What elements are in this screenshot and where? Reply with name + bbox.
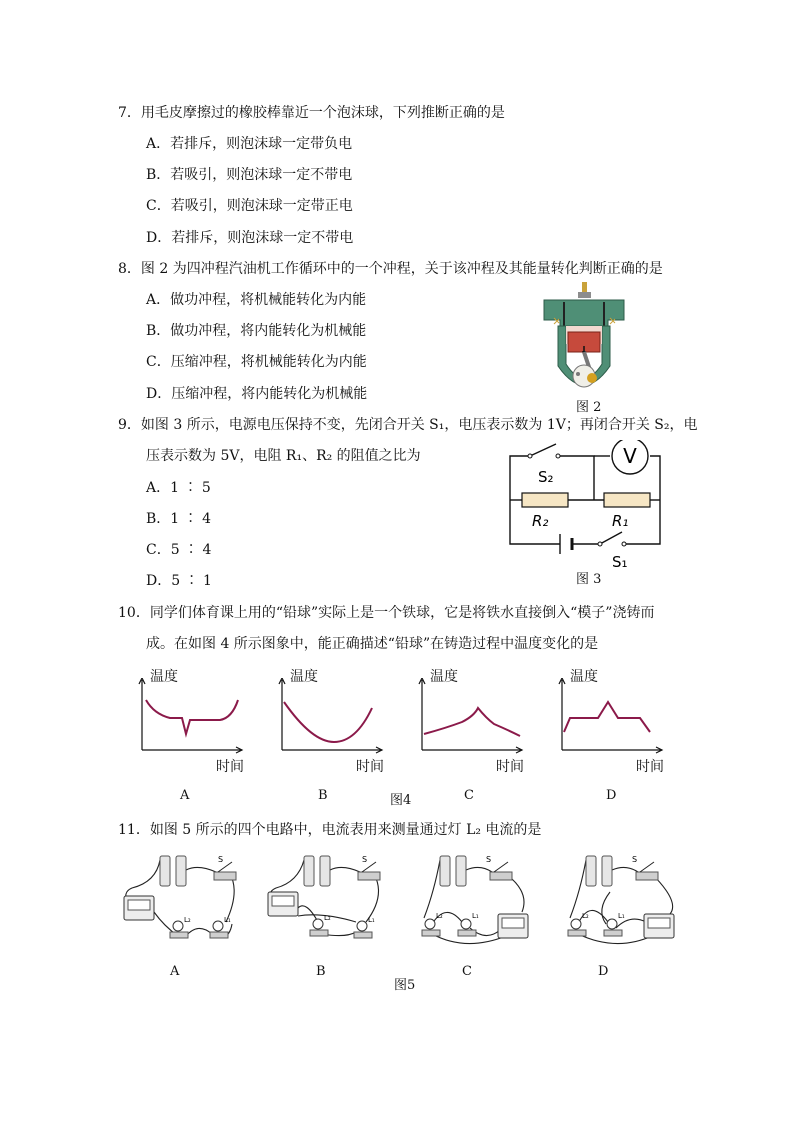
circuit-b bbox=[262, 852, 392, 956]
graph-b-option: B bbox=[318, 788, 328, 803]
graph-a-option: A bbox=[180, 788, 190, 803]
graph-c-option: C bbox=[464, 788, 474, 803]
graph-a-y-label: 温度 bbox=[150, 669, 178, 685]
circuit-d-s-label: S bbox=[632, 855, 638, 864]
q8-option-a: A．做功冲程，将机械能转化为内能 bbox=[146, 292, 367, 308]
fig2-caption: 图 2 bbox=[576, 400, 602, 415]
circuit-figure-3 bbox=[500, 440, 670, 570]
crankshaft bbox=[587, 373, 597, 383]
voltmeter-label: V bbox=[623, 444, 637, 468]
switch-s1 bbox=[600, 532, 622, 544]
graph-d bbox=[556, 678, 666, 756]
q10-stem-line1: 10．同学们体育课上用的“铅球”实际上是一个铁球，它是将铁水直接倒入“模子”浇铸而 bbox=[118, 605, 655, 621]
circuit-c bbox=[410, 852, 540, 956]
engine-figure bbox=[538, 280, 630, 398]
graph-c bbox=[416, 678, 526, 756]
q8-option-d: D．压缩冲程，将内能转化为机械能 bbox=[146, 386, 368, 402]
label-r1: R₁ bbox=[612, 512, 629, 530]
q10-stem-line2: 成。在如图 4 所示图象中，能正确描述“铅球”在铸造过程中温度变化的是 bbox=[146, 636, 599, 652]
svg-text:L₁: L₁ bbox=[472, 912, 479, 920]
graph-b-curve bbox=[284, 702, 372, 742]
q9-option-b: B．1 ∶ 4 bbox=[146, 511, 212, 527]
q9-option-d: D．5 ∶ 1 bbox=[146, 573, 212, 589]
circuit-a-s-label: S bbox=[218, 855, 224, 864]
svg-text:L₂: L₂ bbox=[436, 912, 443, 920]
circuit-a bbox=[118, 852, 248, 956]
circuit-b-s-label: S bbox=[362, 855, 368, 864]
svg-text:L₂: L₂ bbox=[582, 912, 589, 920]
graph-b-x-label: 时间 bbox=[356, 759, 384, 775]
graph-c-y-label: 温度 bbox=[430, 669, 458, 685]
svg-text:L₁: L₁ bbox=[368, 916, 375, 924]
circuit-b-option: B bbox=[316, 964, 326, 979]
resistor-r1 bbox=[604, 493, 650, 507]
graph-d-option: D bbox=[606, 788, 617, 803]
q8-stem: 8．图 2 为四冲程汽油机工作循环中的一个冲程，关于该冲程及其能量转化判断正确的是 bbox=[118, 261, 663, 277]
circuit-d-option: D bbox=[598, 964, 609, 979]
circuit-c-s-label: S bbox=[486, 855, 492, 864]
graph-c-x-label: 时间 bbox=[496, 759, 524, 775]
q7-option-b: B．若吸引，则泡沫球一定不带电 bbox=[146, 167, 353, 183]
graph-d-x-label: 时间 bbox=[636, 759, 664, 775]
label-s1: S₁ bbox=[612, 553, 628, 570]
circuit-d bbox=[556, 852, 686, 956]
svg-text:L₂: L₂ bbox=[184, 916, 191, 924]
graph-d-curve bbox=[564, 702, 650, 732]
graph-a-curve bbox=[146, 700, 238, 734]
resistor-r2 bbox=[522, 493, 568, 507]
fig4-caption: 图4 bbox=[390, 793, 412, 808]
q11-stem: 11．如图 5 所示的四个电路中，电流表用来测量通过灯 L₂ 电流的是 bbox=[118, 822, 542, 838]
q9-option-a: A．1 ∶ 5 bbox=[146, 480, 211, 496]
graph-d-y-label: 温度 bbox=[570, 669, 598, 685]
graph-a-x-label: 时间 bbox=[216, 759, 244, 775]
q9-stem-line2: 压表示数为 5V，电阻 R₁、R₂ 的阻值之比为 bbox=[146, 448, 421, 464]
label-r2: R₂ bbox=[532, 512, 549, 530]
circuit-a-option: A bbox=[170, 964, 180, 979]
svg-text:L₂: L₂ bbox=[324, 914, 331, 922]
fig5-caption: 图5 bbox=[394, 978, 416, 993]
svg-text:L₁: L₁ bbox=[618, 912, 625, 920]
q9-option-c: C．5 ∶ 4 bbox=[146, 542, 212, 558]
q7-option-a: A．若排斥，则泡沫球一定带负电 bbox=[146, 136, 353, 152]
q7-option-d: D．若排斥，则泡沫球一定不带电 bbox=[146, 230, 354, 246]
circuit-c-option: C bbox=[462, 964, 472, 979]
graph-b-y-label: 温度 bbox=[290, 669, 318, 685]
q7-stem: 7．用毛皮摩擦过的橡胶棒靠近一个泡沫球，下列推断正确的是 bbox=[118, 105, 505, 121]
svg-text:L₁: L₁ bbox=[224, 916, 231, 924]
q8-option-b: B．做功冲程，将内能转化为机械能 bbox=[146, 323, 367, 339]
q8-option-c: C．压缩冲程，将机械能转化为内能 bbox=[146, 354, 367, 370]
graph-a bbox=[136, 678, 246, 756]
graph-b bbox=[276, 678, 386, 756]
q7-option-c: C．若吸引，则泡沫球一定带正电 bbox=[146, 198, 353, 214]
label-s2: S₂ bbox=[538, 468, 554, 486]
graph-c-curve bbox=[424, 708, 520, 736]
fig3-caption: 图 3 bbox=[576, 572, 602, 587]
q9-stem-line1: 9．如图 3 所示，电源电压保持不变，先闭合开关 S₁，电压表示数为 1V；再闭合开关 S₂，电 bbox=[118, 417, 698, 433]
switch-s2 bbox=[530, 444, 556, 456]
